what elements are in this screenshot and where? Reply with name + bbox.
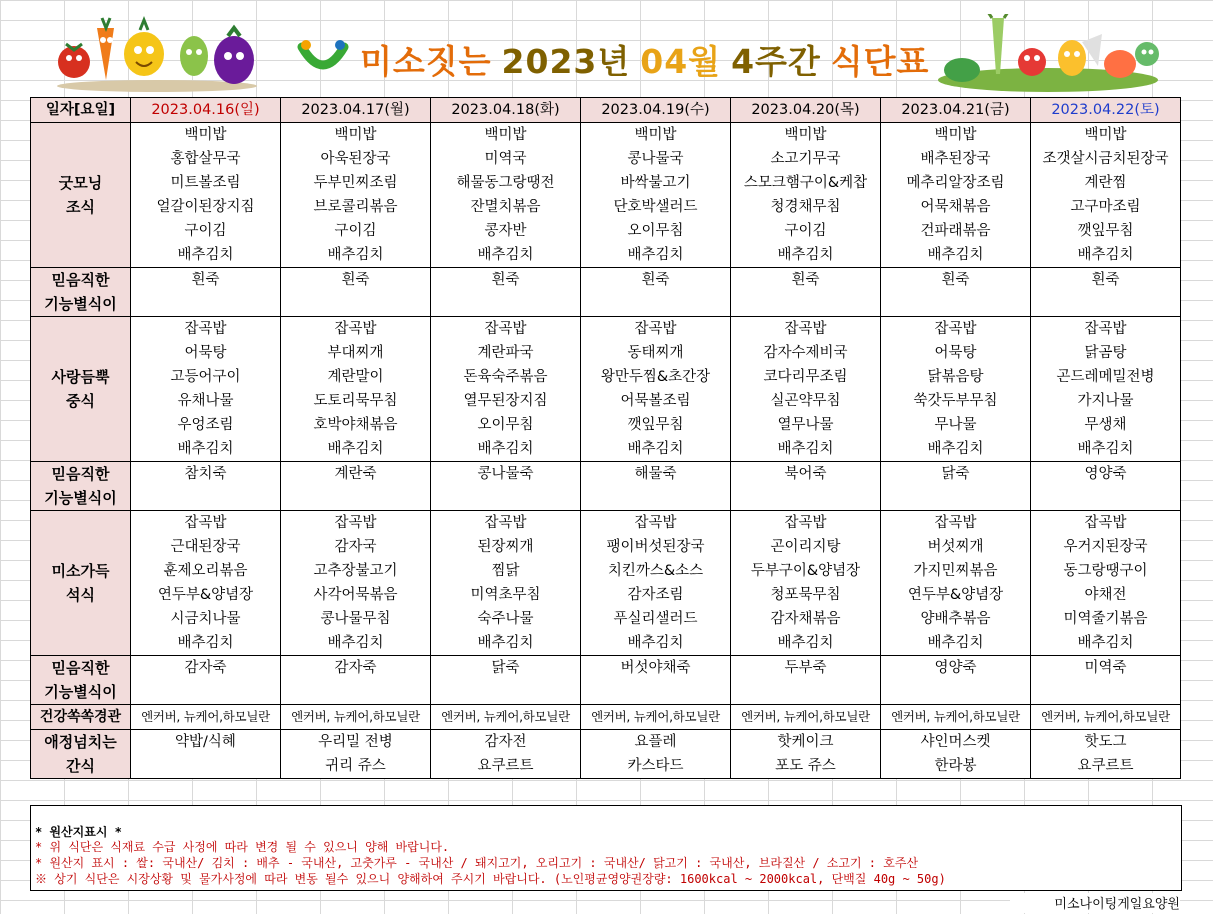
menu-item: 어묵탕 xyxy=(881,341,1031,365)
breakfast-special-label-line1: 믿음직한 xyxy=(51,271,110,289)
porridge-item: 흰죽 xyxy=(731,268,881,293)
menu-item: 구이김 xyxy=(131,219,281,243)
breakfast-label xyxy=(31,123,131,268)
menu-item: 치킨까스&소스 xyxy=(581,559,731,583)
empty-cell xyxy=(131,486,281,511)
snack-item: 우리밀 전병 xyxy=(281,730,431,755)
page-header xyxy=(0,0,1213,96)
snack-label-line1: 애정넘치는 xyxy=(44,733,117,751)
menu-item: 유채나물 xyxy=(131,389,281,413)
menu-item: 배추김치 xyxy=(881,243,1031,268)
empty-cell xyxy=(731,486,881,511)
lunch-row xyxy=(31,437,1181,462)
menu-item: 부대찌개 xyxy=(281,341,431,365)
lunch-row xyxy=(31,365,1181,389)
tube-feed-row xyxy=(31,705,1181,730)
dinner-label xyxy=(31,511,131,656)
menu-item: 야채전 xyxy=(1031,583,1181,607)
breakfast-special-row-empty xyxy=(31,292,1181,317)
menu-item: 계란파국 xyxy=(431,341,581,365)
empty-cell xyxy=(131,292,281,317)
title-month: 04월 xyxy=(640,41,722,81)
dinner-special-row xyxy=(31,656,1181,681)
smile-logo-icon xyxy=(296,39,350,79)
menu-item: 배추김치 xyxy=(1031,243,1181,268)
lunch-special-section xyxy=(31,462,1181,511)
menu-item: 백미밥 xyxy=(1031,123,1181,148)
menu-item: 잡곡밥 xyxy=(281,511,431,536)
menu-item: 배추김치 xyxy=(1031,631,1181,656)
dinner-special-row-empty xyxy=(31,680,1181,705)
menu-item: 동태찌개 xyxy=(581,341,731,365)
menu-item: 도토리묵무침 xyxy=(281,389,431,413)
menu-item: 팽이버섯된장국 xyxy=(581,535,731,559)
date-header-wed: 2023.04.19(수) xyxy=(581,98,731,123)
empty-cell xyxy=(281,680,431,705)
menu-item: 해물동그랑땡전 xyxy=(431,171,581,195)
menu-item: 배추김치 xyxy=(431,631,581,656)
menu-item: 스모크햄구이&케찹 xyxy=(731,171,881,195)
origin-notice-line: * 원산지 표시 : 쌀: 국내산/ 김치 : 배추 - 국내산, 고춧가루 - 국내산 / 돼지고기, 오리고기 : 국내산/ 닭고기 : 국내산, 브라질산 / 소고기 : 호주산 xyxy=(35,856,919,870)
menu-item: 숙주나물 xyxy=(431,607,581,631)
tube-feed-item: 엔커버, 뉴케어,하모닐란 xyxy=(131,705,281,730)
menu-item: 잡곡밥 xyxy=(431,317,581,342)
empty-cell xyxy=(431,292,581,317)
snack-item: 요쿠르트 xyxy=(1031,754,1181,779)
porridge-item: 버섯야채죽 xyxy=(581,656,731,681)
tube-feed-section xyxy=(31,705,1181,730)
snack-item: 약밥/식혜 xyxy=(131,730,281,755)
menu-item: 백미밥 xyxy=(581,123,731,148)
lunch-special-label xyxy=(31,462,131,511)
porridge-item: 영양죽 xyxy=(881,656,1031,681)
menu-item: 배추김치 xyxy=(581,243,731,268)
lunch-row xyxy=(31,389,1181,413)
snack-section xyxy=(31,730,1181,779)
porridge-item: 흰죽 xyxy=(581,268,731,293)
date-header-tue: 2023.04.18(화) xyxy=(431,98,581,123)
empty-cell xyxy=(1031,292,1181,317)
menu-item: 백미밥 xyxy=(731,123,881,148)
menu-item: 배추김치 xyxy=(731,437,881,462)
menu-item: 배추김치 xyxy=(581,631,731,656)
notice-line-3: ※ 상기 식단은 시장상황 및 물가사정에 따라 변동 될수 있으니 양해하여 주시기 바랍니다. (노인평균영양권장량: 1600kcal ~ 2000kcal, 단백질 40g ~ 50g) xyxy=(35,872,946,886)
menu-item: 두부민찌조림 xyxy=(281,171,431,195)
menu-item: 청포묵무침 xyxy=(731,583,881,607)
tube-feed-label: 건강쏙쏙경관 xyxy=(31,705,131,730)
menu-item: 열무나물 xyxy=(731,413,881,437)
dinner-row xyxy=(31,559,1181,583)
breakfast-section xyxy=(31,123,1181,268)
menu-item: 조갯살시금치된장국 xyxy=(1031,147,1181,171)
porridge-item: 북어죽 xyxy=(731,462,881,487)
vegetable-characters-right-illustration xyxy=(932,14,1164,92)
porridge-item: 흰죽 xyxy=(131,268,281,293)
snack-label xyxy=(31,730,131,779)
dinner-label-line1: 미소가득 xyxy=(51,562,110,580)
breakfast-row xyxy=(31,243,1181,268)
menu-item: 사각어묵볶음 xyxy=(281,583,431,607)
breakfast-row xyxy=(31,147,1181,171)
menu-item: 감자조림 xyxy=(581,583,731,607)
menu-item: 시금치나물 xyxy=(131,607,281,631)
menu-item: 백미밥 xyxy=(281,123,431,148)
menu-item: 어묵탕 xyxy=(131,341,281,365)
porridge-item: 미역죽 xyxy=(1031,656,1181,681)
porridge-item: 닭죽 xyxy=(431,656,581,681)
menu-item: 감자국 xyxy=(281,535,431,559)
menu-item: 닭곰탕 xyxy=(1031,341,1181,365)
snack-item: 핫케이크 xyxy=(731,730,881,755)
date-weekday-header: 일자[요일] xyxy=(31,98,131,123)
menu-item: 미역국 xyxy=(431,147,581,171)
porridge-item: 흰죽 xyxy=(431,268,581,293)
menu-item: 콩자반 xyxy=(431,219,581,243)
menu-item: 가지민찌볶음 xyxy=(881,559,1031,583)
menu-item: 계란말이 xyxy=(281,365,431,389)
menu-item: 오이무침 xyxy=(431,413,581,437)
menu-item: 호박야채볶음 xyxy=(281,413,431,437)
dinner-label-line2: 석식 xyxy=(66,586,95,604)
menu-item: 곤드레메밀전병 xyxy=(1031,365,1181,389)
breakfast-special-section xyxy=(31,268,1181,317)
menu-item: 백미밥 xyxy=(431,123,581,148)
menu-item: 아욱된장국 xyxy=(281,147,431,171)
dinner-row xyxy=(31,535,1181,559)
menu-item: 잡곡밥 xyxy=(281,317,431,342)
menu-item: 가지나물 xyxy=(1031,389,1181,413)
menu-item: 코다리무조림 xyxy=(731,365,881,389)
notes-box xyxy=(30,805,1182,891)
menu-item: 잡곡밥 xyxy=(1031,317,1181,342)
snack-item: 샤인머스켓 xyxy=(881,730,1031,755)
dinner-row xyxy=(31,607,1181,631)
empty-cell xyxy=(431,680,581,705)
date-header-mon: 2023.04.17(월) xyxy=(281,98,431,123)
menu-item: 배추김치 xyxy=(1031,437,1181,462)
snack-item: 포도 쥬스 xyxy=(731,754,881,779)
menu-item: 양배추볶음 xyxy=(881,607,1031,631)
porridge-item: 두부죽 xyxy=(731,656,881,681)
dinner-special-label-line2: 기능별식이 xyxy=(44,683,117,701)
breakfast-row xyxy=(31,219,1181,243)
title-weeks: 4주간 xyxy=(731,41,821,81)
dinner-row xyxy=(31,583,1181,607)
snack-item: 요쿠르트 xyxy=(431,754,581,779)
empty-cell xyxy=(1031,486,1181,511)
title-menu: 식단표 xyxy=(830,41,930,81)
menu-item: 잡곡밥 xyxy=(881,511,1031,536)
menu-item: 단호박샐러드 xyxy=(581,195,731,219)
breakfast-row xyxy=(31,123,1181,148)
page-title xyxy=(296,36,929,82)
menu-item: 건파래볶음 xyxy=(881,219,1031,243)
menu-item: 훈제오리볶음 xyxy=(131,559,281,583)
facility-name: 미소나이팅게일요양원 xyxy=(1010,893,1180,913)
lunch-row xyxy=(31,317,1181,342)
menu-item: 왕만두찜&초간장 xyxy=(581,365,731,389)
menu-item: 청경채무침 xyxy=(731,195,881,219)
breakfast-special-label xyxy=(31,268,131,317)
origin-notice-heading: * 원산지표시 * xyxy=(35,825,122,839)
menu-item: 동그랑땡구이 xyxy=(1031,559,1181,583)
menu-item: 우엉조림 xyxy=(131,413,281,437)
empty-cell xyxy=(581,292,731,317)
snack-label-line2: 간식 xyxy=(66,757,95,775)
title-year: 2023년 xyxy=(501,41,631,81)
menu-item: 잡곡밥 xyxy=(731,317,881,342)
menu-item: 열무된장지짐 xyxy=(431,389,581,413)
menu-item: 잡곡밥 xyxy=(581,317,731,342)
empty-cell xyxy=(281,486,431,511)
menu-item: 닭볶음탕 xyxy=(881,365,1031,389)
menu-item: 오이무침 xyxy=(581,219,731,243)
menu-item: 찜닭 xyxy=(431,559,581,583)
breakfast-special-row xyxy=(31,268,1181,293)
date-header-row xyxy=(31,98,1181,123)
menu-item: 잔멸치볶음 xyxy=(431,195,581,219)
snack-row-2 xyxy=(31,754,1181,779)
snack-item xyxy=(131,754,281,779)
menu-item: 배추김치 xyxy=(131,437,281,462)
breakfast-label-line1: 굿모닝 xyxy=(58,174,103,192)
menu-item: 잡곡밥 xyxy=(131,317,281,342)
menu-item: 콩나물무침 xyxy=(281,607,431,631)
empty-cell xyxy=(731,292,881,317)
breakfast-special-label-line2: 기능별식이 xyxy=(44,295,117,313)
menu-item: 배추김치 xyxy=(281,437,431,462)
snack-item: 핫도그 xyxy=(1031,730,1181,755)
dinner-row xyxy=(31,511,1181,536)
menu-item: 고추장불고기 xyxy=(281,559,431,583)
porridge-item: 영양죽 xyxy=(1031,462,1181,487)
menu-item: 구이김 xyxy=(731,219,881,243)
menu-item: 백미밥 xyxy=(881,123,1031,148)
porridge-item: 감자죽 xyxy=(131,656,281,681)
menu-item: 근대된장국 xyxy=(131,535,281,559)
breakfast-label-line2: 조식 xyxy=(66,198,95,216)
menu-item: 미역초무침 xyxy=(431,583,581,607)
weekly-menu-table xyxy=(30,97,1181,779)
menu-item: 미트볼조림 xyxy=(131,171,281,195)
lunch-special-row-empty xyxy=(31,486,1181,511)
dinner-special-label xyxy=(31,656,131,705)
dinner-special-label-line1: 믿음직한 xyxy=(51,659,110,677)
menu-item: 배추김치 xyxy=(881,437,1031,462)
menu-item: 배추김치 xyxy=(581,437,731,462)
empty-cell xyxy=(881,486,1031,511)
lunch-label xyxy=(31,317,131,462)
tube-feed-item: 엔커버, 뉴케어,하모닐란 xyxy=(431,705,581,730)
lunch-row xyxy=(31,413,1181,437)
menu-item: 고등어구이 xyxy=(131,365,281,389)
lunch-special-label-line2: 기능별식이 xyxy=(44,489,117,507)
menu-item: 구이김 xyxy=(281,219,431,243)
date-header-sun: 2023.04.16(일) xyxy=(131,98,281,123)
dinner-section xyxy=(31,511,1181,656)
tube-feed-item: 엔커버, 뉴케어,하모닐란 xyxy=(581,705,731,730)
menu-item: 배추김치 xyxy=(281,243,431,268)
porridge-item: 해물죽 xyxy=(581,462,731,487)
breakfast-row xyxy=(31,171,1181,195)
lunch-special-row xyxy=(31,462,1181,487)
menu-item: 배추김치 xyxy=(881,631,1031,656)
menu-item: 브로콜리볶음 xyxy=(281,195,431,219)
menu-item: 배추김치 xyxy=(131,631,281,656)
menu-item: 바싹불고기 xyxy=(581,171,731,195)
menu-item: 잡곡밥 xyxy=(1031,511,1181,536)
menu-item: 얼갈이된장지짐 xyxy=(131,195,281,219)
menu-item: 배추된장국 xyxy=(881,147,1031,171)
lunch-row xyxy=(31,341,1181,365)
menu-item: 연두부&양념장 xyxy=(881,583,1031,607)
menu-item: 버섯찌개 xyxy=(881,535,1031,559)
menu-item: 돈육숙주볶음 xyxy=(431,365,581,389)
menu-item: 어묵채볶음 xyxy=(881,195,1031,219)
lunch-special-label-line1: 믿음직한 xyxy=(51,465,110,483)
empty-cell xyxy=(881,680,1031,705)
porridge-item: 콩나물죽 xyxy=(431,462,581,487)
porridge-item: 흰죽 xyxy=(881,268,1031,293)
menu-item: 배추김치 xyxy=(731,243,881,268)
breakfast-row xyxy=(31,195,1181,219)
menu-item: 깻잎무침 xyxy=(1031,219,1181,243)
empty-cell xyxy=(581,486,731,511)
lunch-label-line2: 중식 xyxy=(66,392,95,410)
date-header-fri: 2023.04.21(금) xyxy=(881,98,1031,123)
menu-item: 소고기무국 xyxy=(731,147,881,171)
menu-item: 된장찌개 xyxy=(431,535,581,559)
snack-item: 한라봉 xyxy=(881,754,1031,779)
tube-feed-item: 엔커버, 뉴케어,하모닐란 xyxy=(281,705,431,730)
menu-item: 우거지된장국 xyxy=(1031,535,1181,559)
menu-item: 배추김치 xyxy=(431,243,581,268)
menu-item: 배추김치 xyxy=(281,631,431,656)
menu-item: 푸실리샐러드 xyxy=(581,607,731,631)
empty-cell xyxy=(581,680,731,705)
menu-item: 고구마조림 xyxy=(1031,195,1181,219)
tube-feed-item: 엔커버, 뉴케어,하모닐란 xyxy=(881,705,1031,730)
empty-cell xyxy=(431,486,581,511)
menu-item: 홍합살무국 xyxy=(131,147,281,171)
vegetable-characters-left-illustration xyxy=(52,14,262,92)
menu-item: 미역줄기볶음 xyxy=(1031,607,1181,631)
empty-cell xyxy=(281,292,431,317)
menu-item: 콩나물국 xyxy=(581,147,731,171)
porridge-item: 계란죽 xyxy=(281,462,431,487)
menu-item: 잡곡밥 xyxy=(731,511,881,536)
menu-item: 무생채 xyxy=(1031,413,1181,437)
menu-item: 깻잎무침 xyxy=(581,413,731,437)
menu-item: 어묵볼조림 xyxy=(581,389,731,413)
menu-item: 배추김치 xyxy=(131,243,281,268)
menu-item: 두부구이&양념장 xyxy=(731,559,881,583)
snack-row xyxy=(31,730,1181,755)
menu-item: 배추김치 xyxy=(731,631,881,656)
menu-item: 실곤약무침 xyxy=(731,389,881,413)
porridge-item: 닭죽 xyxy=(881,462,1031,487)
menu-item: 잡곡밥 xyxy=(431,511,581,536)
menu-item: 감자수제비국 xyxy=(731,341,881,365)
dinner-special-section xyxy=(31,656,1181,705)
empty-cell xyxy=(131,680,281,705)
menu-item: 무나물 xyxy=(881,413,1031,437)
menu-item: 곤이리지탕 xyxy=(731,535,881,559)
menu-item: 잡곡밥 xyxy=(131,511,281,536)
menu-item: 백미밥 xyxy=(131,123,281,148)
menu-item: 메추리알장조림 xyxy=(881,171,1031,195)
empty-cell xyxy=(1031,680,1181,705)
menu-item: 잡곡밥 xyxy=(581,511,731,536)
snack-item: 요플레 xyxy=(581,730,731,755)
menu-item: 감자채볶음 xyxy=(731,607,881,631)
snack-item: 귀리 쥬스 xyxy=(281,754,431,779)
date-header-thu: 2023.04.20(목) xyxy=(731,98,881,123)
porridge-item: 참치죽 xyxy=(131,462,281,487)
date-header-sat: 2023.04.22(토) xyxy=(1031,98,1181,123)
porridge-item: 흰죽 xyxy=(1031,268,1181,293)
menu-item: 연두부&양념장 xyxy=(131,583,281,607)
lunch-label-line1: 사랑듬뿍 xyxy=(51,368,110,386)
tube-feed-item: 엔커버, 뉴케어,하모닐란 xyxy=(1031,705,1181,730)
menu-item: 잡곡밥 xyxy=(881,317,1031,342)
lunch-section xyxy=(31,317,1181,462)
menu-item: 쑥갓두부무침 xyxy=(881,389,1031,413)
snack-item: 감자전 xyxy=(431,730,581,755)
empty-cell xyxy=(731,680,881,705)
notice-line-1: * 위 식단은 식재료 수급 사정에 따라 변경 될 수 있으니 양해 바랍니다. xyxy=(35,840,450,854)
snack-item: 카스타드 xyxy=(581,754,731,779)
empty-cell xyxy=(881,292,1031,317)
menu-item: 계란찜 xyxy=(1031,171,1181,195)
title-smiling: 미소짓는 xyxy=(360,41,492,81)
dinner-row xyxy=(31,631,1181,656)
porridge-item: 흰죽 xyxy=(281,268,431,293)
tube-feed-item: 엔커버, 뉴케어,하모닐란 xyxy=(731,705,881,730)
porridge-item: 감자죽 xyxy=(281,656,431,681)
menu-item: 배추김치 xyxy=(431,437,581,462)
